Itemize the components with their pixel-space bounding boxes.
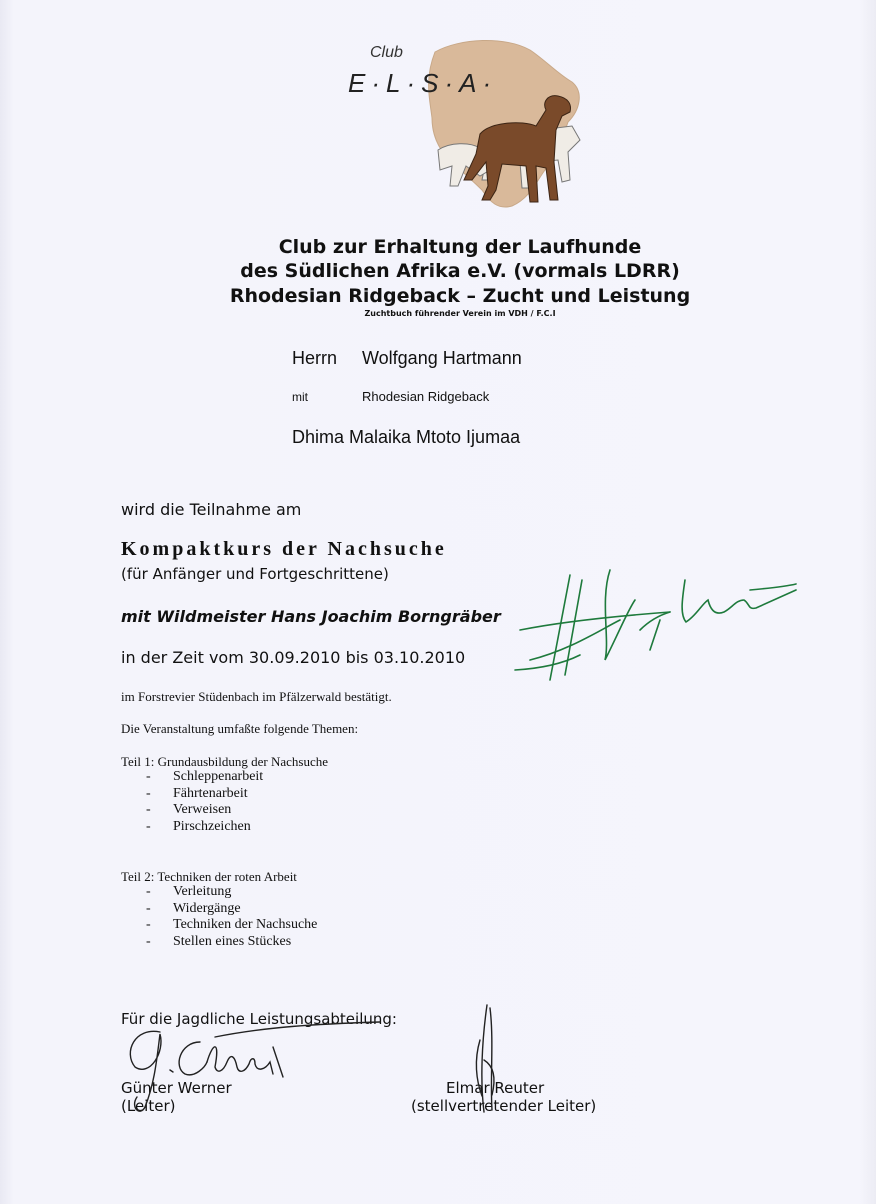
signer-1-role: (Leiter) (121, 1097, 176, 1115)
recipient-salutation: Herrn (292, 348, 338, 368)
header-line-2: des Südlichen Afrika e.V. (vormals LDRR) (240, 260, 680, 282)
header-line-3: Rhodesian Ridgeback – Zucht und Leistung (229, 285, 691, 307)
department-label: Für die Jagdliche Leistungsabteilung: (121, 1010, 397, 1028)
club-logo (340, 30, 590, 220)
course-title: Kompaktkurs der Nachsuche (121, 538, 447, 560)
intro-text: wird die Teilnahme am (121, 500, 302, 519)
signer-1-name: Günter Werner (121, 1079, 232, 1097)
header-line-1: Club zur Erhaltung der Laufhunde (278, 236, 642, 258)
location-line: im Forstrevier Stüdenbach im Pfälzerwald bestätigt. (121, 689, 392, 704)
part-1-title: Teil 1: Grundausbildung der Nachsuche (121, 754, 329, 769)
period-line: in der Zeit vom 30.09.2010 bis 03.10.2010 (121, 648, 466, 667)
recipient-breed: Rhodesian Ridgeback (362, 389, 490, 404)
signer-1-signature (115, 1012, 395, 1122)
logo-club-label: Club (370, 44, 403, 61)
part-2-title: Teil 2: Techniken der roten Arbeit (121, 869, 297, 884)
instructor-signature (510, 560, 800, 690)
certificate-page: Club E·L·S·A· Club zur Erhaltung der Laufhunde des Südlichen Afrika e.V. (vormals LDRR) Rhodesian Ridgeback – Zucht und Leistung Zuchtbuch führender Verein im VDH / F.C.I Herrn Wolfgang Hartmann mit Rhodesian Ridgeback Dhima Malaika Mtoto Ijumaa wird die Teilnahme am Kompaktkurs der Nachsuche (für Anfänger und Fortgeschrittene) mit Wildmeister Hans Joachim Borngräber in der Zeit vom 30.09.2010 bis 03.10.2010 im Forstrevier Stüdenbach im Pfälzerwald bestätigt. Die Veranstaltung umfaßte folgende Themen: Teil 1: Grundausbildung der Nachsuche - Schleppenarbeit - Fährtenarbeit - Verweisen - Pirschzeichen Teil 2: Techniken der roten Arbeit - Verleitung - Widergänge - Techniken der Nachsuche - Stellen eines Stückes Für die Jagdliche Leistungsabteilung: Günter Werner (Leiter) Elmar Reuter (stellvertretender Leiter) (0, 0, 876, 1204)
instructor-line: mit Wildmeister Hans Joachim Borngräber (121, 607, 501, 626)
signer-2-role: (stellvertretender Leiter) (411, 1097, 597, 1115)
dog-name: Dhima Malaika Mtoto Ijumaa (292, 427, 521, 447)
recipient-name: Wolfgang Hartmann (362, 348, 522, 368)
signer-2-signature (462, 1000, 522, 1120)
signer-2-name: Elmar Reuter (446, 1079, 545, 1097)
topics-intro: Die Veranstaltung umfaßte folgende Themen: (121, 721, 359, 736)
logo-letters: E·L·S·A· (348, 68, 498, 98)
recipient-with-label: mit (292, 390, 308, 404)
header-subline: Zuchtbuch führender Verein im VDH / F.C.I (364, 309, 556, 318)
course-subtitle: (für Anfänger und Fortgeschrittene) (121, 565, 389, 583)
